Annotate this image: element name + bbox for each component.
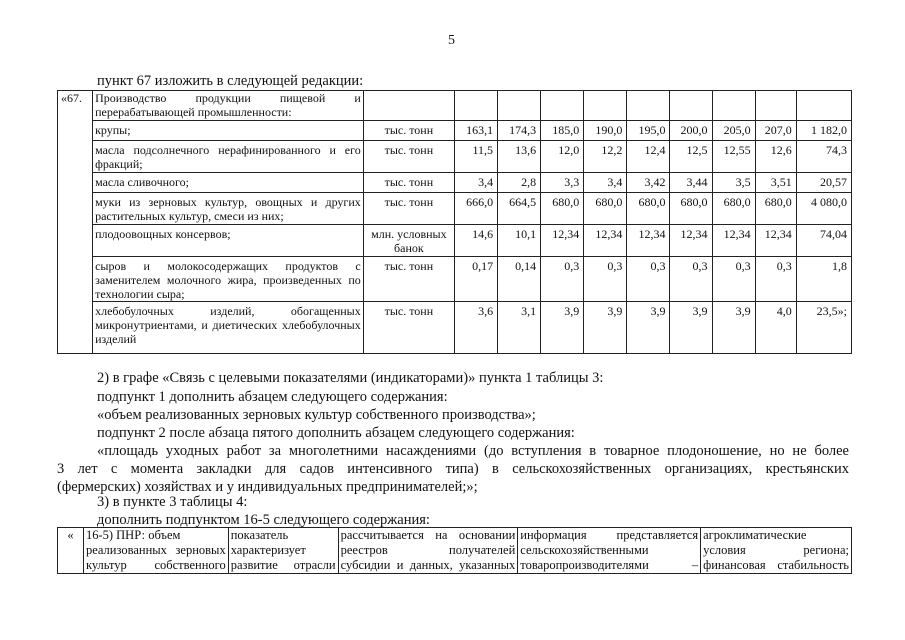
empty-cell bbox=[796, 91, 851, 121]
unit-cell: тыс. тонн bbox=[363, 257, 454, 302]
value-cell: 3,9 bbox=[584, 302, 627, 354]
value-cell: 12,34 bbox=[670, 225, 712, 257]
value-cell: 11,5 bbox=[454, 141, 497, 173]
table-row bbox=[58, 121, 852, 141]
value-cell: 12,55 bbox=[712, 141, 755, 173]
value-cell: 3,4 bbox=[454, 173, 497, 193]
table-heading-row bbox=[58, 91, 852, 121]
unit-cell: тыс. тонн bbox=[363, 121, 454, 141]
value-cell: 3,5 bbox=[712, 173, 755, 193]
empty-cell bbox=[627, 91, 670, 121]
value-cell: 74,04 bbox=[796, 225, 851, 257]
value-cell: 0,3 bbox=[584, 257, 627, 302]
value-cell: 12,34 bbox=[541, 225, 584, 257]
value-cell: 4 080,0 bbox=[796, 193, 851, 225]
cell-line: 16-5) ПНР: объем bbox=[85, 528, 181, 542]
table-row bbox=[58, 141, 852, 173]
calculation-cell bbox=[338, 528, 518, 574]
value-cell: 74,3 bbox=[796, 141, 851, 173]
product-name-cell: муки из зерновых культур, овощных и других растительных культур, смеси из них; bbox=[93, 193, 364, 225]
table-row bbox=[58, 257, 852, 302]
value-cell: 3,9 bbox=[541, 302, 584, 354]
value-cell: 3,3 bbox=[541, 173, 584, 193]
page-number: 5 bbox=[448, 33, 455, 48]
value-cell: 664,5 bbox=[498, 193, 541, 225]
value-cell: 3,6 bbox=[454, 302, 497, 354]
value-cell: 680,0 bbox=[712, 193, 755, 225]
characteristic-cell bbox=[228, 528, 338, 574]
production-table bbox=[57, 90, 852, 354]
subpoint-name-cell bbox=[83, 528, 228, 574]
value-cell: 12,34 bbox=[755, 225, 796, 257]
cell-line: условия региона; bbox=[703, 543, 849, 557]
cell-line: информация представляется bbox=[520, 528, 699, 542]
empty-cell bbox=[712, 91, 755, 121]
value-cell: 680,0 bbox=[755, 193, 796, 225]
paragraph-subpoint-1: подпункт 1 дополнить абзацем следующего содержания: bbox=[97, 389, 448, 405]
value-cell: 174,3 bbox=[498, 121, 541, 141]
unit-cell: тыс. тонн bbox=[363, 193, 454, 225]
value-cell: 2,8 bbox=[498, 173, 541, 193]
value-cell: 0,3 bbox=[627, 257, 670, 302]
value-cell: 12,4 bbox=[627, 141, 670, 173]
value-cell: 12,5 bbox=[670, 141, 712, 173]
cell-line: товаропроизводителями – bbox=[520, 558, 699, 572]
table-row bbox=[58, 173, 852, 193]
value-cell: 666,0 bbox=[454, 193, 497, 225]
value-cell: 3,9 bbox=[627, 302, 670, 354]
cell-line: сельскохозяйственными bbox=[520, 543, 649, 557]
paragraph-quote-2-line-2: 3 лет с момента закладки для садов интенсивного типа) в сельскохозяйственных организациях, крестьянских bbox=[57, 461, 849, 477]
cell-line: агроклиматические bbox=[703, 528, 807, 542]
value-cell: 3,51 bbox=[755, 173, 796, 193]
value-cell: 0,14 bbox=[498, 257, 541, 302]
table-row bbox=[58, 193, 852, 225]
factors-cell bbox=[701, 528, 852, 574]
product-name-cell: сыров и молокосодержащих продуктов с заменителем молочного жира, произведенных по технологии сыра; bbox=[93, 257, 364, 302]
value-cell: 3,4 bbox=[584, 173, 627, 193]
value-cell: 3,44 bbox=[670, 173, 712, 193]
paragraph-3: 3) в пункте 3 таблицы 4: bbox=[97, 494, 248, 510]
cell-line: реализованных зерновых bbox=[85, 543, 226, 557]
unit-cell: тыс. тонн bbox=[363, 302, 454, 354]
value-cell: 12,34 bbox=[712, 225, 755, 257]
information-cell bbox=[518, 528, 701, 574]
value-cell: 1,8 bbox=[796, 257, 851, 302]
paragraph-quote-2-line-3: (фермерских) хозяйствах и у индивидуальных предпринимателей;»; bbox=[57, 479, 478, 495]
cell-line: показатель bbox=[230, 528, 289, 542]
value-cell: 195,0 bbox=[627, 121, 670, 141]
cell-line: развитие отрасли bbox=[230, 558, 336, 572]
item-number-cell: «67. bbox=[58, 91, 93, 354]
empty-cell bbox=[584, 91, 627, 121]
value-cell: 207,0 bbox=[755, 121, 796, 141]
quote-cell: « bbox=[58, 528, 84, 574]
empty-cell bbox=[670, 91, 712, 121]
heading-cell: Производство продукции пищевой и перерабатывающей промышленности: bbox=[93, 91, 364, 121]
value-cell: 0,3 bbox=[541, 257, 584, 302]
value-cell: 3,1 bbox=[498, 302, 541, 354]
value-cell: 190,0 bbox=[584, 121, 627, 141]
intro-text: пункт 67 изложить в следующей редакции: bbox=[97, 73, 364, 89]
value-cell: 12,2 bbox=[584, 141, 627, 173]
cell-line: рассчитывается на основании bbox=[340, 528, 516, 542]
cell-line: характеризует bbox=[230, 543, 306, 557]
value-cell: 3,9 bbox=[712, 302, 755, 354]
table-row bbox=[58, 302, 852, 354]
unit-cell: тыс. тонн bbox=[363, 173, 454, 193]
unit-cell: тыс. тонн bbox=[363, 141, 454, 173]
empty-cell bbox=[541, 91, 584, 121]
value-cell: 680,0 bbox=[627, 193, 670, 225]
paragraph-quote-1: «объем реализованных зерновых культур собственного производства»; bbox=[97, 407, 536, 423]
value-cell: 3,42 bbox=[627, 173, 670, 193]
empty-cell bbox=[454, 91, 497, 121]
value-cell: 10,1 bbox=[498, 225, 541, 257]
value-cell: 205,0 bbox=[712, 121, 755, 141]
indicator-table bbox=[57, 527, 852, 574]
value-cell: 680,0 bbox=[670, 193, 712, 225]
value-cell: 163,1 bbox=[454, 121, 497, 141]
paragraph-add-subpoint: дополнить подпунктом 16-5 следующего содержания: bbox=[97, 512, 430, 528]
value-cell: 23,5»; bbox=[796, 302, 851, 354]
product-name-cell: крупы; bbox=[93, 121, 364, 141]
value-cell: 680,0 bbox=[541, 193, 584, 225]
value-cell: 1 182,0 bbox=[796, 121, 851, 141]
value-cell: 14,6 bbox=[454, 225, 497, 257]
value-cell: 12,6 bbox=[755, 141, 796, 173]
empty-cell bbox=[498, 91, 541, 121]
cell-line: культур собственного bbox=[85, 558, 226, 572]
paragraph-quote-2-line-1: «площадь уходных работ за многолетними насаждениями (до вступления в товарное плодоношение, но не более bbox=[97, 443, 849, 459]
value-cell: 12,0 bbox=[541, 141, 584, 173]
cell-line: субсидии и данных, указанных bbox=[340, 558, 516, 572]
product-name-cell: масла сливочного; bbox=[93, 173, 364, 193]
value-cell: 0,3 bbox=[755, 257, 796, 302]
empty-cell bbox=[755, 91, 796, 121]
product-name-cell: хлебобулочных изделий, обогащенных микронутриентами, и диетических хлебобулочных изделий bbox=[93, 302, 364, 354]
value-cell: 12,34 bbox=[627, 225, 670, 257]
value-cell: 4,0 bbox=[755, 302, 796, 354]
value-cell: 200,0 bbox=[670, 121, 712, 141]
value-cell: 3,9 bbox=[670, 302, 712, 354]
product-name-cell: масла подсолнечного нерафинированного и его фракций; bbox=[93, 141, 364, 173]
table-row bbox=[58, 225, 852, 257]
value-cell: 680,0 bbox=[584, 193, 627, 225]
paragraph-2: 2) в графе «Связь с целевыми показателями (индикаторами)» пункта 1 таблицы 3: bbox=[97, 370, 604, 386]
empty-cell bbox=[363, 91, 454, 121]
cell-line: реестров получателей bbox=[340, 543, 516, 557]
product-name-cell: плодоовощных консервов; bbox=[93, 225, 364, 257]
value-cell: 185,0 bbox=[541, 121, 584, 141]
value-cell: 13,6 bbox=[498, 141, 541, 173]
cell-line: финансовая стабильность bbox=[703, 558, 849, 572]
value-cell: 0,3 bbox=[712, 257, 755, 302]
value-cell: 0,3 bbox=[670, 257, 712, 302]
value-cell: 0,17 bbox=[454, 257, 497, 302]
value-cell: 12,34 bbox=[584, 225, 627, 257]
paragraph-subpoint-2: подпункт 2 после абзаца пятого дополнить абзацем следующего содержания: bbox=[97, 425, 575, 441]
unit-cell: млн. условных банок bbox=[363, 225, 454, 257]
value-cell: 20,57 bbox=[796, 173, 851, 193]
